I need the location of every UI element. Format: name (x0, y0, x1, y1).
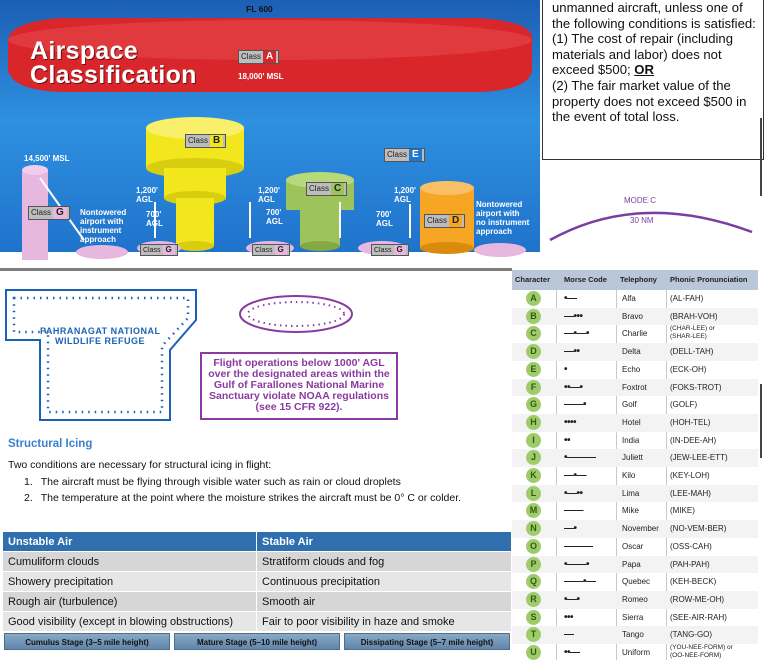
phonetic-row (512, 343, 758, 361)
phonetic-row (512, 626, 758, 644)
character-badge: P (526, 557, 541, 572)
character-badge: H (526, 415, 541, 430)
header-stable: Stable Air (257, 532, 512, 552)
pronunciation: (SEE-AIR-RAH) (670, 612, 727, 622)
character-badge: A (526, 291, 541, 306)
character-badge: S (526, 610, 541, 625)
telephony-word: Hotel (622, 417, 641, 427)
agl-700-label: 700' AGL (376, 210, 393, 228)
telephony-word: Delta (622, 347, 641, 357)
table-row (3, 612, 512, 632)
cell: Rough air (turbulence) (3, 592, 257, 612)
table-row (3, 572, 512, 592)
morse-code: ——•— (564, 576, 596, 588)
phonetic-row (512, 396, 758, 414)
cell: Good visibility (except in blowing obstructions) (3, 612, 257, 632)
msl-14500-label: 14,500' MSL (24, 154, 70, 163)
pronunciation: (JEW-LEE-ETT) (670, 453, 728, 463)
nontowered-no-instrument-label: Nontowered airport with no instrument approach (476, 200, 530, 236)
phonetic-row (512, 432, 758, 450)
class-c-label: Class C (306, 182, 347, 196)
class-c-core (300, 210, 340, 246)
class-a-label: Class A (238, 50, 279, 64)
telephony-word: Quebec (622, 577, 651, 587)
fl600-label: FL 600 (246, 4, 273, 14)
phonetic-row (512, 520, 758, 538)
phonetic-row (512, 290, 758, 308)
refuge-map (0, 280, 200, 430)
icing-heading: Structural Icing (8, 438, 93, 450)
morse-code: •——— (564, 452, 596, 464)
cell: Smooth air (257, 592, 512, 612)
mode-c-arc (540, 180, 768, 270)
table-header-row (3, 532, 512, 552)
telephony-word: Charlie (622, 329, 648, 339)
phonetic-row (512, 556, 758, 574)
regulation-text-3: (2) The fair market value of the property does not exceed $500 in the event of total loss. (552, 77, 747, 125)
morse-code: — (564, 629, 574, 641)
character-badge: R (526, 592, 541, 607)
nontowered-instrument-label: Nontowered airport with instrument approach (80, 208, 127, 244)
class-a-altitude: 18,000' MSL (238, 72, 284, 81)
character-badge: G (526, 397, 541, 412)
header-unstable: Unstable Air (3, 532, 257, 552)
character-badge: B (526, 309, 541, 324)
pronunciation: (YOU-NEE-FORM) or (OO-NEE-FORM) (670, 644, 733, 659)
morse-code: —•— (564, 470, 587, 481)
telephony-word: Echo (622, 364, 641, 374)
cell: Stratiform clouds and fog (257, 552, 512, 572)
telephony-word: Sierra (622, 612, 644, 622)
mode-c-label: MODE C (624, 196, 656, 205)
cell: Fair to poor visibility in haze and smoke (257, 612, 512, 632)
morse-code: • (564, 363, 568, 375)
morse-code: —•—• (564, 328, 590, 340)
class-e-label: Class E (384, 148, 425, 162)
class-b-label: Class B (185, 134, 226, 148)
telephony-word: Golf (622, 400, 637, 410)
pronunciation: (LEE-MAH) (670, 488, 711, 498)
telephony-word: Uniform (622, 648, 651, 657)
character-badge: M (526, 503, 541, 518)
regulation-box (542, 0, 764, 160)
morse-code: —••• (564, 310, 583, 322)
table-row (3, 592, 512, 612)
agl-1200-label: 1,200' AGL (136, 186, 158, 204)
morse-code: •—• (564, 593, 580, 605)
phonetic-row (512, 644, 758, 662)
phonetic-row (512, 609, 758, 627)
regulation-text-2: (1) The cost of repair (including materials and labor) does not exceed $500; (552, 31, 733, 78)
class-g-label-3: Class G (252, 244, 290, 256)
refuge-name: PAHRANAGAT NATIONAL WILDLIFE REFUGE (40, 326, 161, 346)
morse-code: —• (564, 523, 577, 535)
phonetic-header (512, 270, 758, 290)
telephony-word: Tango (622, 630, 644, 640)
telephony-word: Romeo (622, 594, 648, 604)
character-badge: C (526, 326, 541, 341)
header-telephony: Telephony (620, 275, 657, 284)
phonetic-row (512, 325, 758, 343)
telephony-word: Foxtrot (622, 382, 647, 392)
character-badge: N (526, 521, 541, 536)
pronunciation: (AL-FAH) (670, 294, 704, 303)
phonetic-row (512, 591, 758, 609)
character-badge: E (526, 362, 541, 377)
pronunciation: (BRAH-VOH) (670, 311, 718, 321)
air-stability-table (2, 531, 512, 632)
mode-c-radius: 30 NM (630, 216, 654, 225)
header-morse: Morse Code (564, 275, 607, 284)
telephony-word: Alfa (622, 294, 636, 303)
morse-code: •— (564, 293, 577, 304)
regulation-text-1: unmanned aircraft, unless one of the following conditions is satisfied: (552, 0, 756, 31)
character-badge: J (526, 450, 541, 465)
character-badge: I (526, 433, 541, 448)
table-row (3, 552, 512, 572)
class-b-core (176, 198, 214, 246)
stage-mature: Mature Stage (5–10 mile height) (174, 633, 340, 650)
morse-code: —•• (564, 346, 580, 358)
pronunciation: (NO-VEM-BER) (670, 524, 727, 534)
phonetic-row (512, 538, 758, 556)
class-d-label: Class D (424, 214, 465, 228)
character-badge: L (526, 486, 541, 501)
telephony-word: India (622, 435, 640, 445)
agl-1200-label: 1,200' AGL (394, 186, 416, 204)
phonetic-row (512, 308, 758, 326)
divider (0, 268, 512, 271)
character-badge: K (526, 468, 541, 483)
pronunciation: (IN-DEE-AH) (670, 435, 717, 445)
morse-code: ——• (564, 399, 587, 411)
icing-item-2: 2. The temperature at the point where the moisture strikes the aircraft must be 0° C or colder. (24, 492, 462, 504)
morse-code: •—•• (564, 487, 583, 499)
pronunciation: (ECK-OH) (670, 364, 707, 374)
icing-intro: Two conditions are necessary for structural icing in flight: (8, 459, 272, 471)
telephony-word: Kilo (622, 471, 636, 480)
scroll-mark (760, 384, 762, 458)
pronunciation: (MIKE) (670, 506, 695, 516)
cell: Cumuliform clouds (3, 552, 257, 572)
pronunciation: (ROW-ME-OH) (670, 594, 725, 604)
noaa-notice: Flight operations below 1000' AGL over the designated areas within the Gulf of Farallones National Marine Sanctuary violate NOAA regulations (see 15 CFR 922). (200, 352, 398, 420)
morse-code: ——— (564, 540, 593, 552)
pronunciation: (HOH-TEL) (670, 417, 711, 427)
telephony-word: Bravo (622, 311, 643, 321)
class-g-label: Class G (28, 206, 70, 220)
telephony-word: Juliett (622, 453, 643, 463)
phonetic-alphabet-table (512, 270, 758, 660)
phonetic-row (512, 361, 758, 379)
morse-code: •• (564, 434, 571, 446)
telephony-word: November (622, 524, 659, 534)
stage-dissipating: Dissipating Stage (5–7 mile height) (344, 633, 510, 650)
header-pronunciation: Phonic Pronunciation (670, 275, 748, 284)
title-line2: Classification (30, 61, 197, 89)
phonetic-row (512, 379, 758, 397)
character-badge: T (526, 627, 541, 642)
pronunciation: (GOLF) (670, 400, 698, 410)
regulation-or: OR (634, 62, 654, 78)
morse-code: ••— (564, 647, 580, 658)
character-badge: O (526, 539, 541, 554)
class-g-label-2: Class G (140, 244, 178, 256)
phonetic-row (512, 449, 758, 467)
morse-code: —— (564, 505, 583, 517)
morse-code: •——• (564, 558, 590, 570)
cell: Continuous precipitation (257, 572, 512, 592)
pronunciation: (FOKS-TROT) (670, 382, 722, 392)
phonetic-row (512, 502, 758, 520)
phonetic-row (512, 414, 758, 432)
pronunciation: (PAH-PAH) (670, 559, 710, 569)
phonetic-row (512, 573, 758, 591)
pronunciation: (TANG-GO) (670, 630, 713, 640)
morse-code: ••• (564, 611, 574, 623)
telephony-word: Lima (622, 488, 640, 498)
morse-code: •••• (564, 416, 577, 428)
agl-1200-label: 1,200' AGL (258, 186, 280, 204)
phonetic-row (512, 485, 758, 503)
class-g-disc (76, 245, 128, 259)
agl-700-label: 700' AGL (266, 208, 283, 226)
character-badge: U (526, 645, 541, 660)
pronunciation: (CHAR-LEE) or (SHAR-LEE) (670, 325, 715, 341)
character-badge: F (526, 380, 541, 395)
class-g-label-4: Class G (371, 244, 409, 256)
pronunciation: (DELL-TAH) (670, 347, 714, 357)
icing-item-1: 1. The aircraft must be flying through visible water such as rain or cloud droplets (24, 476, 401, 488)
agl-700-label: 700' AGL (146, 210, 163, 228)
cell: Showery precipitation (3, 572, 257, 592)
airspace-classification-panel (0, 0, 540, 268)
morse-code: ••—• (564, 381, 583, 393)
telephony-word: Mike (622, 506, 639, 516)
title-line1: Airspace (30, 37, 139, 65)
pronunciation: (OSS-CAH) (670, 541, 712, 551)
header-character: Character (515, 275, 551, 284)
telephony-word: Oscar (622, 541, 644, 551)
restricted-area-ellipse (236, 290, 358, 340)
pronunciation: (KEY-LOH) (670, 471, 710, 480)
pronunciation: (KEH-BECK) (670, 577, 717, 587)
telephony-word: Papa (622, 559, 641, 569)
character-badge: D (526, 344, 541, 359)
character-badge: Q (526, 574, 541, 589)
phonetic-row (512, 467, 758, 485)
stage-cumulus: Cumulus Stage (3–5 mile height) (4, 633, 170, 650)
